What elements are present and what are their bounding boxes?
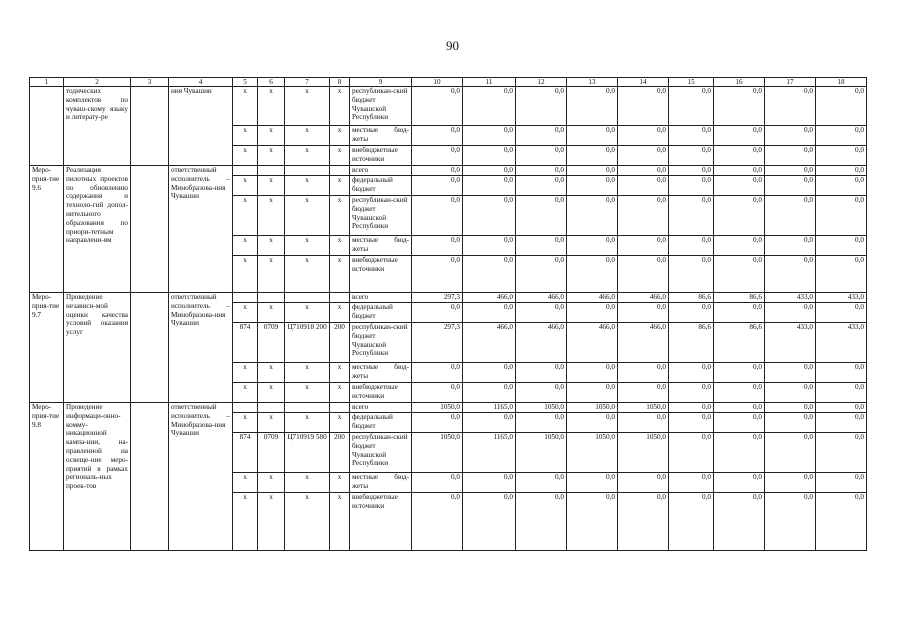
budget-code-cell: x — [233, 413, 258, 433]
value-cell: 1050,0 — [618, 403, 669, 413]
budget-code-cell: x — [233, 473, 258, 493]
status-cell — [131, 166, 169, 293]
measure-name: Реализация пилотных проектов по обновлению содержания и техноло-гий допол-нительного образования по приори-тетным направлени-ям — [64, 166, 131, 293]
budget-code-cell: x — [233, 126, 258, 146]
budget-code-cell: x — [285, 383, 330, 403]
value-cell: 0,0 — [765, 493, 816, 551]
column-number: 11 — [463, 78, 516, 87]
column-number: 16 — [714, 78, 765, 87]
value-cell: 0,0 — [463, 383, 516, 403]
value-cell: 466,0 — [567, 323, 618, 363]
header-row — [30, 78, 867, 87]
column-number: 17 — [765, 78, 816, 87]
value-cell: 0,0 — [463, 473, 516, 493]
budget-code-cell: x — [258, 87, 285, 126]
value-cell: 433,0 — [765, 323, 816, 363]
value-cell: 0,0 — [516, 413, 567, 433]
value-cell: 0,0 — [765, 256, 816, 293]
status-cell — [131, 87, 169, 166]
value-cell: 0,0 — [516, 126, 567, 146]
value-cell: 0,0 — [567, 146, 618, 166]
value-cell: 0,0 — [412, 473, 463, 493]
measure-label: Меро-прия-тие 9.8 — [30, 403, 64, 551]
value-cell: 0,0 — [765, 363, 816, 383]
budget-code-cell: x — [330, 176, 350, 196]
value-cell: 0,0 — [765, 146, 816, 166]
funding-source: местные бюд-жеты — [350, 236, 412, 256]
value-cell: 0,0 — [714, 403, 765, 413]
budget-code-cell — [285, 403, 330, 413]
value-cell: 0,0 — [618, 413, 669, 433]
value-cell: 0,0 — [765, 236, 816, 256]
funding-source: внебюджетные источники — [350, 383, 412, 403]
budget-code-cell: x — [285, 473, 330, 493]
value-cell: 0,0 — [567, 413, 618, 433]
value-cell: 0,0 — [816, 413, 867, 433]
budget-code-cell — [233, 166, 258, 176]
value-cell: 86,6 — [714, 323, 765, 363]
value-cell: 0,0 — [765, 126, 816, 146]
value-cell: 0,0 — [669, 166, 714, 176]
value-cell: 0,0 — [765, 87, 816, 126]
value-cell: 0,0 — [714, 363, 765, 383]
budget-code-cell: x — [330, 473, 350, 493]
value-cell: 0,0 — [567, 126, 618, 146]
budget-code-cell: 0709 — [258, 433, 285, 473]
column-number: 1 — [30, 78, 64, 87]
column-number: 5 — [233, 78, 258, 87]
value-cell: 0,0 — [463, 176, 516, 196]
value-cell: 0,0 — [816, 126, 867, 146]
value-cell: 0,0 — [765, 166, 816, 176]
value-cell: 0,0 — [765, 403, 816, 413]
column-number: 2 — [64, 78, 131, 87]
budget-code-cell: x — [285, 493, 330, 551]
value-cell: 0,0 — [714, 256, 765, 293]
value-cell: 1050,0 — [412, 433, 463, 473]
budget-code-cell: x — [285, 126, 330, 146]
value-cell: 0,0 — [412, 256, 463, 293]
value-cell: 0,0 — [618, 126, 669, 146]
budget-code-cell: x — [285, 146, 330, 166]
value-cell: 86,6 — [669, 323, 714, 363]
column-number: 13 — [567, 78, 618, 87]
value-cell: 0,0 — [618, 493, 669, 551]
value-cell: 0,0 — [516, 493, 567, 551]
value-cell: 0,0 — [516, 256, 567, 293]
budget-code-cell: x — [330, 146, 350, 166]
value-cell: 0,0 — [669, 403, 714, 413]
responsible: ответственный исполнитель – Минобразова-ния Чувашии — [169, 293, 233, 403]
budget-code-cell: x — [285, 363, 330, 383]
value-cell: 0,0 — [765, 413, 816, 433]
value-cell: 0,0 — [463, 126, 516, 146]
value-cell: 0,0 — [516, 303, 567, 323]
value-cell: 0,0 — [765, 473, 816, 493]
value-cell: 0,0 — [669, 236, 714, 256]
budget-code-cell: x — [233, 87, 258, 126]
budget-code-cell: x — [330, 413, 350, 433]
budget-code-cell — [233, 293, 258, 303]
budget-code-cell: x — [330, 383, 350, 403]
budget-code-cell: x — [233, 236, 258, 256]
budget-code-cell: x — [258, 413, 285, 433]
column-number: 7 — [285, 78, 330, 87]
value-cell: 0,0 — [714, 413, 765, 433]
value-cell: 0,0 — [669, 196, 714, 236]
value-cell: 0,0 — [618, 473, 669, 493]
budget-code-cell: x — [330, 256, 350, 293]
value-cell: 0,0 — [714, 87, 765, 126]
funding-source: республикан-ский бюджет Чувашской Республики — [350, 196, 412, 236]
value-cell: 0,0 — [567, 196, 618, 236]
value-cell: 0,0 — [516, 196, 567, 236]
value-cell: 1050,0 — [567, 403, 618, 413]
value-cell: 0,0 — [714, 146, 765, 166]
value-cell: 466,0 — [516, 293, 567, 303]
budget-table — [29, 77, 867, 551]
value-cell: 0,0 — [567, 176, 618, 196]
value-cell: 0,0 — [816, 473, 867, 493]
value-cell: 0,0 — [618, 363, 669, 383]
measure-name: тодических комплектов по чуваш-скому языку и литерату-ре — [64, 87, 131, 166]
value-cell: 466,0 — [463, 293, 516, 303]
value-cell: 86,6 — [669, 293, 714, 303]
budget-code-cell: x — [330, 126, 350, 146]
budget-code-cell: x — [233, 383, 258, 403]
value-cell: 0,0 — [816, 166, 867, 176]
budget-code-cell: 874 — [233, 323, 258, 363]
budget-code-cell: x — [233, 196, 258, 236]
budget-code-cell: x — [233, 256, 258, 293]
value-cell: 1050,0 — [618, 433, 669, 473]
value-cell: 0,0 — [669, 493, 714, 551]
funding-source: республикан-ский бюджет Чувашской Республики — [350, 323, 412, 363]
value-cell: 86,6 — [714, 293, 765, 303]
value-cell: 0,0 — [567, 236, 618, 256]
value-cell: 0,0 — [669, 413, 714, 433]
value-cell: 0,0 — [516, 146, 567, 166]
value-cell: 0,0 — [412, 363, 463, 383]
budget-code-cell: 200 — [330, 433, 350, 473]
value-cell: 0,0 — [669, 87, 714, 126]
budget-code-cell: x — [258, 236, 285, 256]
value-cell: 0,0 — [669, 303, 714, 323]
budget-code-cell: Ц710918 200 — [285, 323, 330, 363]
column-number: 3 — [131, 78, 169, 87]
value-cell: 0,0 — [816, 433, 867, 473]
budget-code-cell: 200 — [330, 323, 350, 363]
value-cell: 0,0 — [463, 166, 516, 176]
funding-source: всего — [350, 293, 412, 303]
value-cell: 0,0 — [816, 256, 867, 293]
measure-label: Меро-прия-тие 9.7 — [30, 293, 64, 403]
value-cell: 0,0 — [412, 126, 463, 146]
value-cell: 0,0 — [669, 363, 714, 383]
value-cell: 466,0 — [567, 293, 618, 303]
responsible: ния Чувашии — [169, 87, 233, 166]
value-cell: 0,0 — [816, 403, 867, 413]
value-cell: 466,0 — [618, 293, 669, 303]
measure-label: Меро-прия-тие 9.6 — [30, 166, 64, 293]
budget-code-cell: x — [258, 473, 285, 493]
value-cell: 0,0 — [567, 473, 618, 493]
value-cell: 0,0 — [714, 176, 765, 196]
value-cell: 0,0 — [618, 146, 669, 166]
value-cell: 0,0 — [567, 256, 618, 293]
funding-source: республикан-ский бюджет Чувашской Республики — [350, 87, 412, 126]
value-cell: 0,0 — [463, 493, 516, 551]
budget-code-cell: x — [258, 126, 285, 146]
budget-code-cell — [285, 293, 330, 303]
value-cell: 0,0 — [412, 176, 463, 196]
value-cell: 0,0 — [567, 303, 618, 323]
value-cell: 0,0 — [463, 256, 516, 293]
column-number: 9 — [350, 78, 412, 87]
value-cell: 0,0 — [567, 87, 618, 126]
value-cell: 0,0 — [816, 146, 867, 166]
value-cell: 297,3 — [412, 323, 463, 363]
value-cell: 0,0 — [618, 176, 669, 196]
value-cell: 0,0 — [412, 413, 463, 433]
column-number: 12 — [516, 78, 567, 87]
funding-source: республикан-ский бюджет Чувашской Республики — [350, 433, 412, 473]
value-cell: 0,0 — [463, 236, 516, 256]
column-number: 14 — [618, 78, 669, 87]
value-cell: 0,0 — [412, 146, 463, 166]
value-cell: 0,0 — [516, 363, 567, 383]
value-cell: 0,0 — [714, 303, 765, 323]
value-cell: 0,0 — [714, 166, 765, 176]
value-cell: 466,0 — [516, 323, 567, 363]
budget-code-cell — [233, 403, 258, 413]
value-cell: 466,0 — [618, 323, 669, 363]
value-cell: 0,0 — [412, 493, 463, 551]
value-cell: 0,0 — [463, 196, 516, 236]
column-number: 10 — [412, 78, 463, 87]
m97-row-total — [30, 293, 867, 303]
budget-code-cell: x — [233, 176, 258, 196]
budget-code-cell — [330, 166, 350, 176]
value-cell: 0,0 — [669, 473, 714, 493]
column-number: 6 — [258, 78, 285, 87]
value-cell: 0,0 — [714, 493, 765, 551]
budget-code-cell — [258, 293, 285, 303]
funding-source: всего — [350, 403, 412, 413]
budget-code-cell: x — [233, 493, 258, 551]
funding-source: внебюджетные источники — [350, 493, 412, 551]
value-cell: 433,0 — [816, 323, 867, 363]
value-cell: 0,0 — [816, 87, 867, 126]
funding-source: местные бюд-жеты — [350, 473, 412, 493]
funding-source: федеральный бюджет — [350, 413, 412, 433]
value-cell: 1050,0 — [412, 403, 463, 413]
value-cell: 0,0 — [714, 126, 765, 146]
value-cell: 0,0 — [618, 166, 669, 176]
budget-code-cell: 874 — [233, 433, 258, 473]
value-cell: 0,0 — [816, 236, 867, 256]
value-cell: 0,0 — [618, 303, 669, 323]
value-cell: 0,0 — [618, 236, 669, 256]
value-cell: 0,0 — [412, 236, 463, 256]
value-cell: 0,0 — [669, 176, 714, 196]
funding-source: внебюджетные источники — [350, 256, 412, 293]
value-cell: 0,0 — [765, 196, 816, 236]
budget-code-cell: x — [258, 196, 285, 236]
value-cell: 0,0 — [714, 196, 765, 236]
funding-source: местные бюд-жеты — [350, 363, 412, 383]
value-cell: 0,0 — [669, 256, 714, 293]
value-cell: 1165,0 — [463, 433, 516, 473]
value-cell: 0,0 — [463, 413, 516, 433]
status-cell — [131, 293, 169, 403]
value-cell: 0,0 — [567, 363, 618, 383]
column-number: 15 — [669, 78, 714, 87]
value-cell: 1050,0 — [516, 433, 567, 473]
status-cell — [131, 403, 169, 551]
budget-code-cell: Ц710919 580 — [285, 433, 330, 473]
continuation-row-republic — [30, 87, 867, 126]
budget-code-cell: x — [330, 493, 350, 551]
funding-source: местные бюд-жеты — [350, 126, 412, 146]
funding-source: федеральный бюджет — [350, 303, 412, 323]
measure-label — [30, 87, 64, 166]
value-cell: 0,0 — [516, 236, 567, 256]
value-cell: 0,0 — [567, 493, 618, 551]
budget-code-cell: x — [285, 236, 330, 256]
budget-code-cell: x — [233, 303, 258, 323]
budget-code-cell: x — [330, 87, 350, 126]
value-cell: 0,0 — [412, 196, 463, 236]
budget-code-cell: x — [258, 303, 285, 323]
budget-code-cell — [330, 403, 350, 413]
value-cell: 0,0 — [669, 126, 714, 146]
value-cell: 0,0 — [765, 383, 816, 403]
column-number: 4 — [169, 78, 233, 87]
value-cell: 0,0 — [516, 473, 567, 493]
value-cell: 0,0 — [618, 383, 669, 403]
budget-code-cell: x — [285, 87, 330, 126]
value-cell: 0,0 — [463, 303, 516, 323]
value-cell: 0,0 — [567, 166, 618, 176]
value-cell: 433,0 — [765, 293, 816, 303]
value-cell: 0,0 — [714, 383, 765, 403]
budget-code-cell: x — [258, 383, 285, 403]
budget-code-cell: x — [330, 196, 350, 236]
value-cell: 0,0 — [816, 363, 867, 383]
value-cell: 0,0 — [765, 433, 816, 473]
budget-code-cell: x — [285, 196, 330, 236]
budget-code-cell: x — [330, 236, 350, 256]
value-cell: 1050,0 — [567, 433, 618, 473]
budget-code-cell: x — [258, 256, 285, 293]
column-number: 8 — [330, 78, 350, 87]
budget-code-cell: x — [285, 176, 330, 196]
value-cell: 0,0 — [714, 473, 765, 493]
value-cell: 0,0 — [669, 433, 714, 473]
budget-code-cell: x — [258, 493, 285, 551]
value-cell: 0,0 — [669, 383, 714, 403]
value-cell: 0,0 — [816, 176, 867, 196]
value-cell: 0,0 — [816, 493, 867, 551]
value-cell: 0,0 — [618, 256, 669, 293]
value-cell: 0,0 — [765, 303, 816, 323]
value-cell: 1050,0 — [516, 403, 567, 413]
budget-code-cell — [285, 166, 330, 176]
page-number: 90 — [446, 38, 459, 53]
value-cell: 0,0 — [714, 433, 765, 473]
value-cell: 0,0 — [669, 146, 714, 166]
funding-source: всего — [350, 166, 412, 176]
budget-code-cell — [258, 403, 285, 413]
value-cell: 1165,0 — [463, 403, 516, 413]
value-cell: 0,0 — [618, 196, 669, 236]
m96-row-total — [30, 166, 867, 176]
column-number: 18 — [816, 78, 867, 87]
value-cell: 0,0 — [463, 363, 516, 383]
responsible: ответственный исполнитель – Минобразова-ния Чувашии — [169, 403, 233, 551]
value-cell: 0,0 — [463, 87, 516, 126]
value-cell: 0,0 — [567, 383, 618, 403]
value-cell: 0,0 — [412, 383, 463, 403]
value-cell: 0,0 — [412, 87, 463, 126]
value-cell: 0,0 — [412, 166, 463, 176]
value-cell: 0,0 — [765, 176, 816, 196]
measure-name: Проведение независи-мой оценки качества условий оказания услуг — [64, 293, 131, 403]
budget-code-cell: x — [285, 256, 330, 293]
value-cell: 0,0 — [516, 383, 567, 403]
budget-code-cell: x — [330, 363, 350, 383]
value-cell: 0,0 — [463, 146, 516, 166]
budget-code-cell: x — [258, 176, 285, 196]
value-cell: 0,0 — [816, 383, 867, 403]
funding-source: внебюджетные источники — [350, 146, 412, 166]
responsible: ответственный исполнитель – Минобразова-ния Чувашии — [169, 166, 233, 293]
funding-source: федеральный бюджет — [350, 176, 412, 196]
value-cell: 297,3 — [412, 293, 463, 303]
value-cell: 0,0 — [516, 87, 567, 126]
budget-code-cell: x — [285, 303, 330, 323]
budget-code-cell: x — [233, 363, 258, 383]
budget-code-cell: x — [258, 363, 285, 383]
budget-code-cell: x — [258, 146, 285, 166]
value-cell: 0,0 — [816, 303, 867, 323]
value-cell: 0,0 — [516, 166, 567, 176]
value-cell: 0,0 — [412, 303, 463, 323]
value-cell: 466,0 — [463, 323, 516, 363]
value-cell: 433,0 — [816, 293, 867, 303]
budget-code-cell: 0709 — [258, 323, 285, 363]
measure-name: Проведение информаци-онно-комму-никационной кампа-нии, на-правленной на освеще-ние меро-приятий в рамках региональ-ных проек-тов — [64, 403, 131, 551]
budget-code-cell: x — [233, 146, 258, 166]
value-cell: 0,0 — [714, 236, 765, 256]
budget-code-cell: x — [330, 303, 350, 323]
m98-row-total — [30, 403, 867, 413]
budget-code-cell — [330, 293, 350, 303]
value-cell: 0,0 — [618, 87, 669, 126]
budget-code-cell — [258, 166, 285, 176]
value-cell: 0,0 — [516, 176, 567, 196]
value-cell: 0,0 — [816, 196, 867, 236]
budget-code-cell: x — [285, 413, 330, 433]
